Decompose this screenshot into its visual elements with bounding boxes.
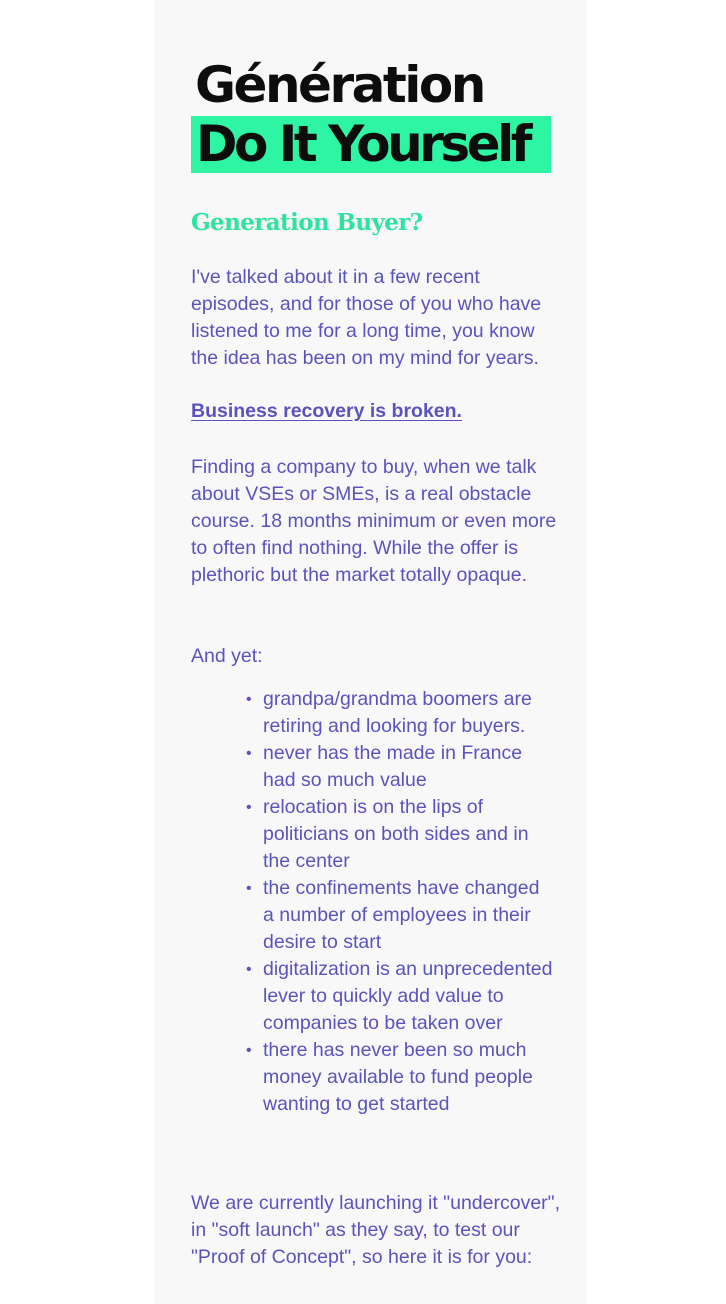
logo-title: Génération [195,56,484,114]
bullet-icon: • [246,961,252,978]
logo-subtitle: Do It Yourself [196,115,529,173]
business-recovery-link[interactable]: Business recovery is broken. [191,400,462,422]
list-item [244,794,554,875]
list-item [244,740,554,794]
reasons-list [244,686,554,1118]
list-item-text: the confinements have changed a number of employees in their desire to start [263,877,540,953]
bullet-icon: • [246,745,252,762]
list-item [244,956,554,1037]
bullet-icon: • [246,1042,252,1059]
list-item-text: grandpa/grandma boomers are retiring and looking for buyers. [263,688,532,737]
list-item [244,1037,554,1118]
bullet-icon: • [246,691,252,708]
closing-paragraph: We are currently launching it "undercover", in "soft launch" as they say, to test our "Proof of Concept", so here it is for you: [191,1192,560,1268]
bullet-icon: • [246,799,252,816]
section-heading: Generation Buyer? [191,209,423,236]
list-item-text: there has never been so much money available to fund people wanting to get started [263,1039,533,1115]
list-item [244,686,554,740]
bullet-icon: • [246,880,252,897]
list-item-text: relocation is on the lips of politicians on both sides and in the center [263,796,529,872]
list-item-text: digitalization is an unprecedented lever to quickly add value to companies to be taken over [263,958,553,1034]
newsletter-logo [191,54,553,174]
intro-paragraph: I've talked about it in a few recent episodes, and for those of you who have listened to me for a long time, you know the idea has been on my mind for years. [191,266,542,369]
list-item-text: never has the made in France had so much value [263,742,523,791]
list-item [244,875,554,956]
finding-paragraph: Finding a company to buy, when we talk about VSEs or SMEs, is a real obstacle course. 18 months minimum or even more to often find nothing. While the offer is plethoric but the market totally opaque. [191,456,557,586]
and-yet-paragraph: And yet: [191,645,263,667]
